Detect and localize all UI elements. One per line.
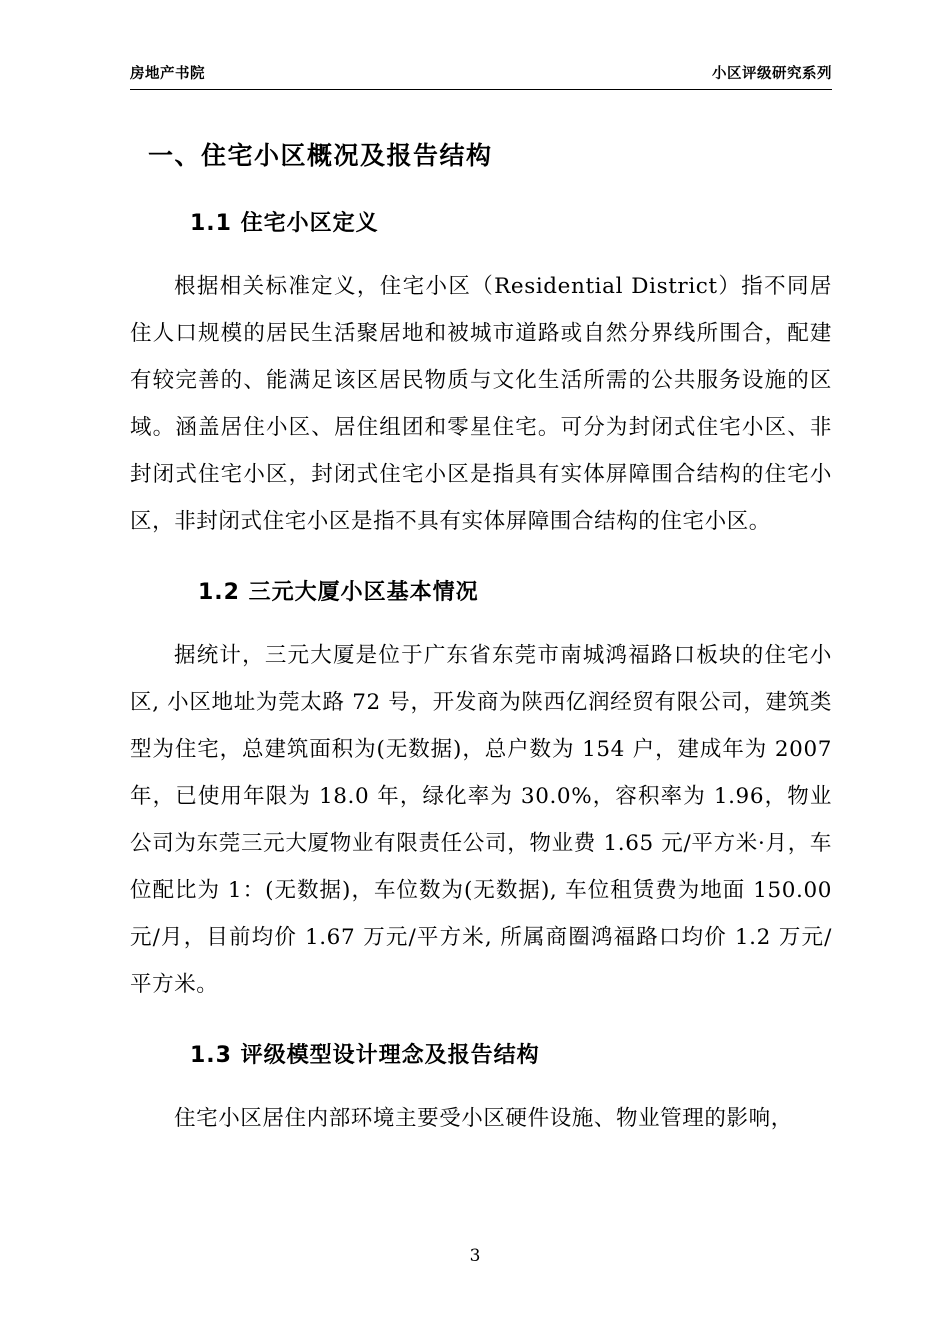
- page-number: 3: [469, 1246, 481, 1266]
- section-heading-1: 一、住宅小区概况及报告结构: [148, 141, 493, 170]
- paragraph-1-3: 住宅小区居住内部环境主要受小区硬件设施、物业管理的影响，: [174, 1106, 793, 1131]
- page-footer: [0, 1246, 950, 1266]
- section-heading-1-2: 1.2 三元大厦小区基本情况: [198, 580, 479, 605]
- paragraph-1-2: 据统计，三元大厦是位于广东省东莞市南城鸿福路口板块的住宅小区, 小区地址为莞太路 72 号，开发商为陕西亿润经贸有限公司，建筑类型为住宅，总建筑面积为(无数据)，总户数为 154 户，建成年为 2007 年，已使用年限为 18.0 年，绿化率为 30.0%，容积率为 1.96，物业公司为东莞三元大厦物业有限责任公司，物业费 1.65 元/平方米·月，车位配比为 1：(无数据)，车位数为(无数据), 车位租赁费为地面 150.00 元/月，目前均价 1.67 万元/平方米, 所属商圈鸿福路口均价 1.2 万元/平方米。: [130, 643, 832, 997]
- section-heading-1-1: 1.1 住宅小区定义: [190, 211, 379, 236]
- header-right-text: 小区评级研究系列: [712, 66, 832, 82]
- header-left-text: 房地产书院: [130, 66, 205, 82]
- paragraph-1-1: 根据相关标准定义，住宅小区（Residential District）指不同居住人口规模的居民生活聚居地和被城市道路或自然分界线所围合，配建有较完善的、能满足该区居民物质与文化生活所需的公共服务设施的区域。涵盖居住小区、居住组团和零星住宅。可分为封闭式住宅小区、非封闭式住宅小区，封闭式住宅小区是指具有实体屏障围合结构的住宅小区，非封闭式住宅小区是指不具有实体屏障围合结构的住宅小区。: [130, 274, 832, 534]
- page-header: [130, 62, 832, 90]
- section-heading-1-3: 1.3 评级模型设计理念及报告结构: [190, 1043, 540, 1068]
